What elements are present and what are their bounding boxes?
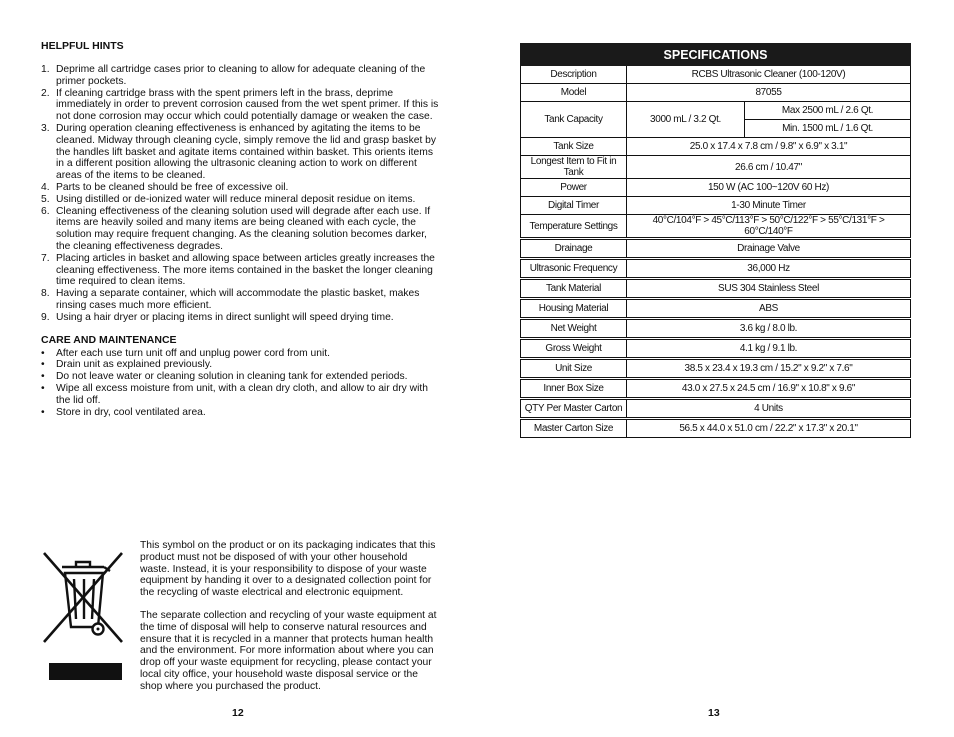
item-text: Placing articles in basket and allowing space between articles greatly increases the cleaning effectiveness. The more items contained in the basket the longer cleaning time required to clean items. <box>56 252 435 288</box>
table-row <box>521 340 911 358</box>
row-label: Temperature Settings <box>521 215 627 238</box>
list-item <box>41 312 441 324</box>
row-label: Tank Size <box>521 138 627 156</box>
row-label: Digital Timer <box>521 197 627 215</box>
care-heading: CARE AND MAINTENANCE <box>41 333 177 346</box>
row-label: Housing Material <box>521 300 627 318</box>
row-value: 36,000 Hz <box>627 260 911 278</box>
item-text: If cleaning cartridge brass with the spent primers left in the brass, deprime immediately in order to prevent corrosion caused from the wet spent primer. If this is not done corrosion may occur which could potentially damage or weaken the case. <box>56 87 439 123</box>
item-number: 7. <box>41 252 50 264</box>
crossed-out-wheelie-bin-icon <box>40 547 125 647</box>
item-number: 6. <box>41 205 50 217</box>
bullet: • <box>41 359 45 371</box>
item-number: 3. <box>41 122 50 134</box>
table-row <box>521 240 911 258</box>
helpful-hints-heading: HELPFUL HINTS <box>41 40 124 52</box>
list-item <box>41 359 441 371</box>
tank-capacity-min: Min. 1500 mL / 1.6 Qt. <box>745 120 911 138</box>
left-page <box>41 40 441 418</box>
item-text: After each use turn unit off and unplug power cord from unit. <box>56 347 330 359</box>
table-row <box>521 320 911 338</box>
bullet: • <box>41 382 45 394</box>
item-number: 9. <box>41 311 50 323</box>
row-value: 25.0 x 17.4 x 7.8 cm / 9.8" x 6.9" x 3.1" <box>627 138 911 156</box>
table-row <box>521 66 911 84</box>
table-row <box>521 360 911 378</box>
item-number: 1. <box>41 64 50 75</box>
row-value: 150 W (AC 100~120V 60 Hz) <box>627 179 911 197</box>
row-value: 26.6 cm / 10.47" <box>627 156 911 179</box>
care-list <box>41 348 441 419</box>
list-item <box>41 253 441 288</box>
table-row <box>521 84 911 102</box>
list-item <box>41 64 441 88</box>
table-row <box>521 380 911 398</box>
list-item <box>41 371 441 383</box>
item-text: Drain unit as explained previously. <box>56 359 213 371</box>
bullet: • <box>41 406 45 418</box>
list-item <box>41 383 441 407</box>
weee-paragraph: The separate collection and recycling of your waste equipment at the time of disposal will help to conserve natural resources and ensure that it is recycled in a manner that protects human health and the environment. For more information about where you can drop off your waste equipment for recycling, please contact your local city office, your household waste disposal service or the shop where you purchased the product. <box>140 609 437 692</box>
table-row <box>521 102 911 120</box>
row-label: Master Carton Size <box>521 420 627 438</box>
item-text: Wipe all excess moisture from unit, with a clean dry cloth, and allow to air dry with the lid off. <box>56 382 428 406</box>
table-row <box>521 300 911 318</box>
item-text: Using a hair dryer or placing items in direct sunlight will speed drying time. <box>56 311 394 323</box>
item-text: Cleaning effectiveness of the cleaning solution used will degrade after each use. If items are heavily soiled and many items are being cleaned with each cycle, the solution may require frequent changing. As the cleaning solution becomes darker, the cleaning effectiveness degrades. <box>56 205 431 252</box>
bullet: • <box>41 347 45 359</box>
list-item <box>41 348 441 360</box>
table-row <box>521 280 911 298</box>
item-text: Do not leave water or cleaning solution in cleaning tank for extended periods. <box>56 371 408 383</box>
table-row <box>521 156 911 179</box>
row-value: 4.1 kg / 9.1 lb. <box>627 340 911 358</box>
specifications-table <box>520 43 911 438</box>
item-text: Parts to be cleaned should be free of excessive oil. <box>56 181 289 193</box>
table-row <box>521 260 911 278</box>
list-item <box>41 123 441 182</box>
row-label: Tank Material <box>521 280 627 298</box>
tank-capacity-max: Max 2500 mL / 2.6 Qt. <box>745 102 911 120</box>
specifications-title: SPECIFICATIONS <box>521 44 911 66</box>
weee-paragraph: This symbol on the product or on its packaging indicates that this product must not be disposed of with your other household waste. Instead, it is your responsibility to dispose of your waste equipment by handing it over to a designated collection point for the recycling of waste electrical and electronic equipment. <box>140 540 436 599</box>
weee-notice <box>140 540 438 704</box>
list-item <box>41 194 441 206</box>
row-label: Gross Weight <box>521 340 627 358</box>
black-bar <box>49 663 122 680</box>
row-label: Drainage <box>521 240 627 258</box>
item-number: 8. <box>41 288 50 300</box>
row-label: Net Weight <box>521 320 627 338</box>
table-row <box>521 420 911 438</box>
row-value: 87055 <box>627 84 911 102</box>
row-label: Ultrasonic Frequency <box>521 260 627 278</box>
row-value: RCBS Ultrasonic Cleaner (100-120V) <box>627 66 911 84</box>
helpful-hints-list <box>41 64 441 324</box>
bullet: • <box>41 371 45 383</box>
list-item <box>41 206 441 253</box>
table-row <box>521 138 911 156</box>
row-label: Power <box>521 179 627 197</box>
table-row <box>521 400 911 418</box>
row-value: Drainage Valve <box>627 240 911 258</box>
row-value: 56.5 x 44.0 x 51.0 cm / 22.2" x 17.3" x 20.1" <box>627 420 911 438</box>
list-item <box>41 407 441 419</box>
row-value: 3.6 kg / 8.0 lb. <box>627 320 911 338</box>
row-label: Model <box>521 84 627 102</box>
row-label: Tank Capacity <box>521 102 627 138</box>
item-text: During operation cleaning effectiveness is enhanced by agitating the items to be cleaned. Midway through cleaning cycle, simply remove the lid and grasp basket by the handles lift basket and agitate items contained within basket. This orients items in a different position allowing the ultrasonic cleaning action to work on different areas of the items to be cleaned. <box>56 122 437 182</box>
item-number: 4. <box>41 181 50 193</box>
item-text: Having a separate container, which will accommodate the plastic basket, makes rinsing cases much more efficient. <box>56 288 420 311</box>
row-value: 43.0 x 27.5 x 24.5 cm / 16.9" x 10.8" x 9.6" <box>627 380 911 398</box>
row-value: 1-30 Minute Timer <box>627 197 911 215</box>
row-value: 4 Units <box>627 400 911 418</box>
page-number-right: 13 <box>708 707 720 719</box>
row-value: 38.5 x 23.4 x 19.3 cm / 15.2" x 9.2" x 7.6" <box>627 360 911 378</box>
row-label: Inner Box Size <box>521 380 627 398</box>
item-text: Deprime all cartridge cases prior to cleaning to allow for adequate cleaning of the primer pockets. <box>56 64 426 87</box>
row-label: Longest Item to Fit in Tank <box>521 156 627 179</box>
page-number-left: 12 <box>232 707 244 719</box>
item-number: 5. <box>41 193 50 205</box>
row-value: ABS <box>627 300 911 318</box>
row-label: Description <box>521 66 627 84</box>
row-value: 40°C/104°F > 45°C/113°F > 50°C/122°F > 55°C/131°F > 60°C/140°F <box>627 215 911 238</box>
item-number: 2. <box>41 87 50 99</box>
item-text: Store in dry, cool ventilated area. <box>56 406 206 418</box>
table-title-row <box>521 44 911 66</box>
list-item <box>41 288 441 312</box>
row-label: QTY Per Master Carton <box>521 400 627 418</box>
row-value: SUS 304 Stainless Steel <box>627 280 911 298</box>
row-value: 3000 mL / 3.2 Qt. <box>627 102 745 138</box>
table-row <box>521 215 911 238</box>
table-row <box>521 179 911 197</box>
list-item <box>41 182 441 194</box>
row-label: Unit Size <box>521 360 627 378</box>
table-row <box>521 197 911 215</box>
item-text: Using distilled or de-ionized water will reduce mineral deposit residue on items. <box>56 193 416 205</box>
list-item <box>41 88 441 123</box>
